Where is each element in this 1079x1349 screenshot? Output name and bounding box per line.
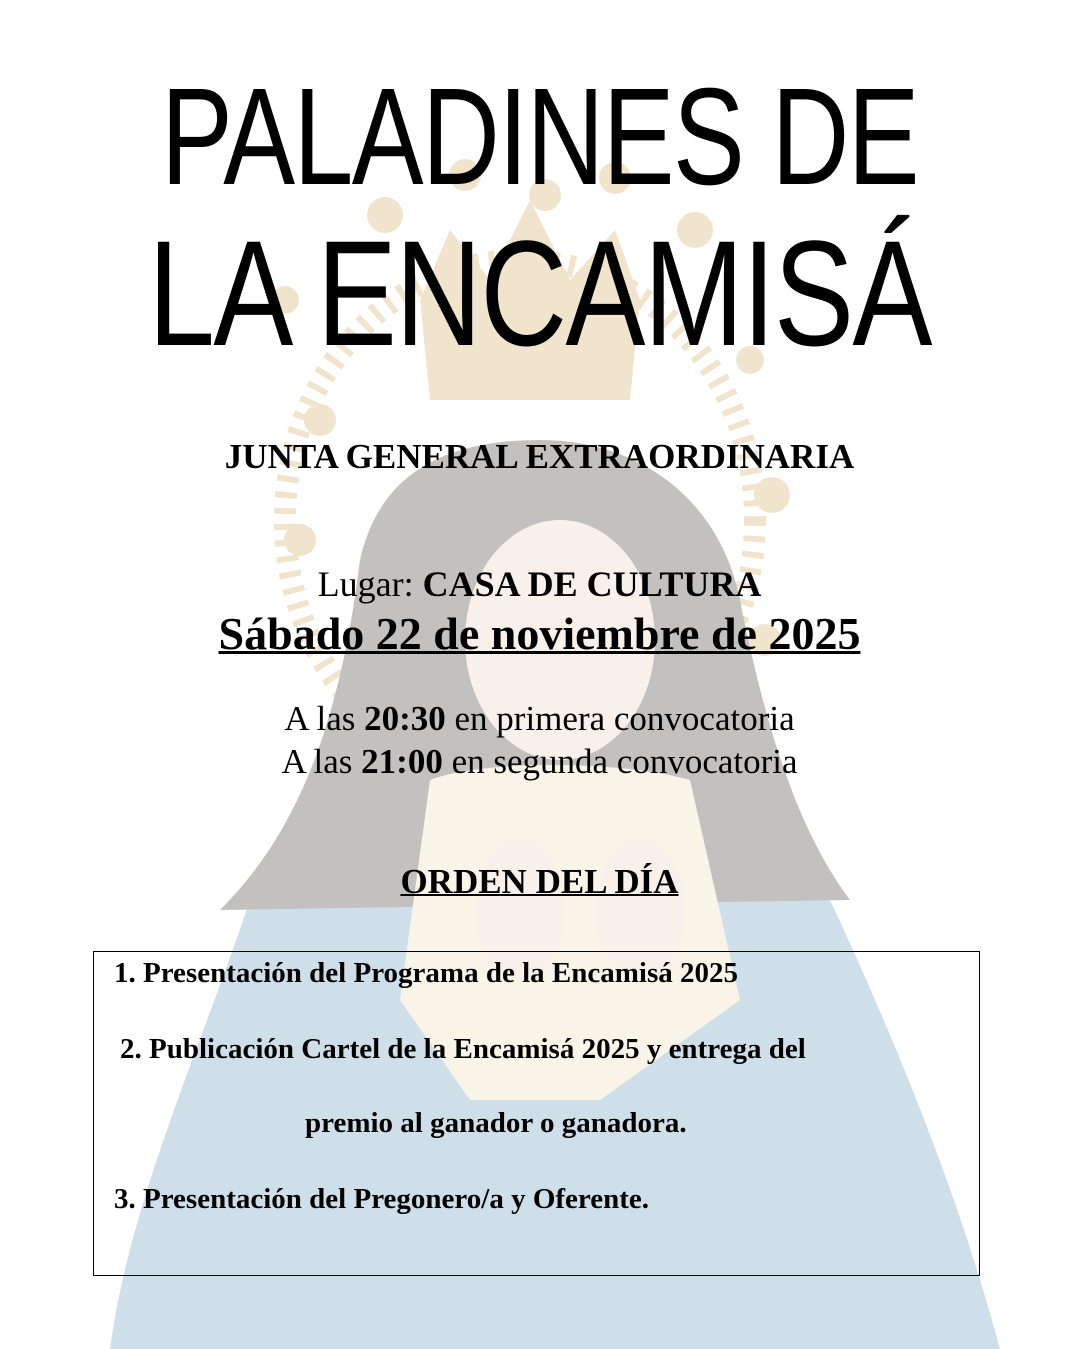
agenda-item-1: 1. Presentación del Programa de la Encamisá 2025 — [114, 957, 738, 989]
agenda-item-3: 3. Presentación del Pregonero/a y Oferente. — [114, 1183, 650, 1215]
meeting-type: JUNTA GENERAL EXTRAORDINARIA — [224, 437, 855, 476]
first-call-time: 20:30 — [364, 699, 446, 738]
second-call-time: 21:00 — [361, 742, 443, 781]
second-call-suffix: en segunda convocatoria — [442, 742, 798, 781]
agenda-heading: ORDEN DEL DÍA — [400, 862, 679, 901]
venue-label: Lugar: — [317, 564, 423, 604]
title-line-1: PALADINES DE — [161, 60, 918, 214]
agenda-item-2-line-2: premio al ganador o ganadora. — [305, 1107, 687, 1139]
agenda-item-2-line-1: 2. Publicación Cartel de la Encamisá 2025 y entrega del — [120, 1033, 806, 1065]
second-call-prefix: A las — [281, 742, 362, 781]
title-line-2: LA ENCAMISÁ — [148, 209, 931, 377]
venue-value: CASA DE CULTURA — [422, 564, 762, 604]
venue-line — [0, 563, 1079, 605]
first-call-prefix: A las — [284, 699, 365, 738]
second-call-line — [0, 742, 1079, 782]
meeting-date: Sábado 22 de noviembre de 2025 — [218, 608, 861, 659]
first-call-suffix: en primera convocatoria — [445, 699, 795, 738]
first-call-line — [0, 699, 1079, 739]
